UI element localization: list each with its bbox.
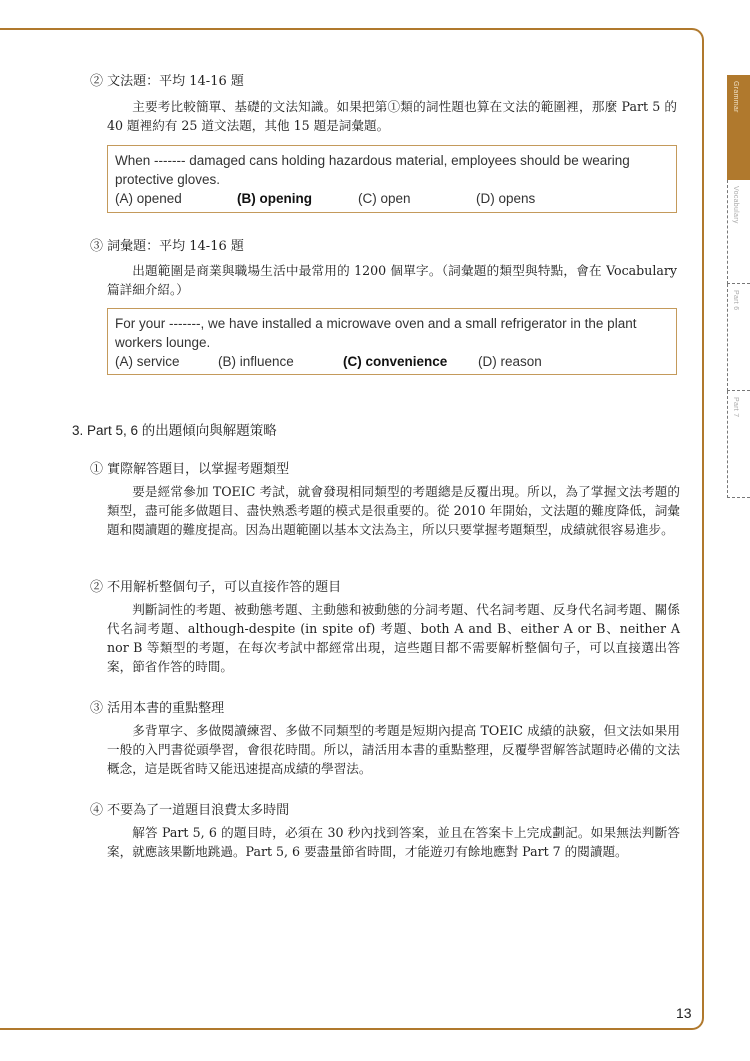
strategy1-body: 要是經常參加 TOEIC 考試，就會發現相同類型的考題總是反覆出現。所以，為了掌握文法考題的類型，盡可能多做題目、盡快熟悉考題的模式是很重要的。從 2010 年開始，文法題的難度降低，詞彙題和閱讀題的難度提高。因為出題範圍以基本文法為主，所以只要掌握考題類型，成績就很容易進步。	[107, 484, 680, 537]
option-a: (A) service	[115, 354, 180, 369]
vocab-example-box	[107, 308, 677, 375]
option-b: (B) influence	[218, 354, 294, 369]
option-d: (D) reason	[478, 354, 542, 369]
vocab-heading: ③ 詞彙題：平均 14-16 題	[90, 239, 244, 254]
strategy1-heading: ① 實際解答題目，以掌握考題類型	[90, 462, 290, 477]
side-tab-part7[interactable]	[727, 391, 750, 498]
side-tab-label: Grammar	[732, 81, 739, 113]
option-c: (C) open	[358, 191, 411, 206]
side-tabs	[727, 75, 750, 498]
example-options	[115, 352, 669, 371]
example-options	[115, 189, 669, 208]
side-tab-label: Part 7	[732, 397, 739, 418]
option-d: (D) opens	[476, 191, 536, 206]
side-tab-part6[interactable]	[727, 284, 750, 391]
strategy4-body: 解答 Part 5, 6 的題目時，必須在 30 秒內找到答案，並且在答案卡上完成劃記。如果無法判斷答案，就應該果斷地跳過。Part 5, 6 要盡量節省時間，才能遊刃有餘地應對 Part 7 的閱讀題。	[107, 825, 680, 859]
strategy4-heading: ④ 不要為了一道題目浪費太多時間	[90, 803, 290, 818]
strategy2-body: 判斷詞性的考題、被動態考題、主動態和被動態的分詞考題、代名詞考題、反身代名詞考題、關係代名詞考題、although-despite (in spite of) 考題、both A and B、either A or B、neither A nor B 等類型的考題，在每次考試中都經常出現，這些題目都不需要解析整個句子，可以直接選出答案，節省作答的時間。	[107, 602, 680, 674]
grammar-body: 主要考比較簡單、基礎的文法知識。如果把第①類的詞性題也算在文法的範圍裡，那麼 Part 5 的 40 題裡約有 25 道文法題，其他 15 題是詞彙題。	[107, 99, 677, 133]
section3-title: 3. Part 5, 6 的出題傾向與解題策略	[72, 423, 277, 438]
strategy3-body: 多背單字、多做閱讀練習、多做不同類型的考題是短期內提高 TOEIC 成績的訣竅，但文法如果用一般的入門書從頭學習，會很花時間。所以，請活用本書的重點整理，反覆學習解答試題時必備的文法概念，這是既省時又能迅速提高成績的學習法。	[107, 723, 680, 776]
example-question: For your -------, we have installed a microwave oven and a small refrigerator in the plant workers lounge.	[115, 316, 637, 350]
option-a: (A) opened	[115, 191, 182, 206]
page-number: 13	[676, 1005, 692, 1021]
side-tab-grammar[interactable]	[727, 75, 750, 180]
option-b-correct: (B) opening	[237, 191, 312, 206]
example-question: When ------- damaged cans holding hazardous material, employees should be wearing protective gloves.	[115, 153, 630, 187]
vocab-body: 出題範圍是商業與職場生活中最常用的 1200 個單字。（詞彙題的類型與特點，會在 Vocabulary 篇詳細介紹。）	[107, 263, 677, 297]
side-tab-label: Vocabulary	[732, 186, 739, 224]
side-tab-label: Part 6	[732, 290, 739, 311]
grammar-example-box	[107, 145, 677, 213]
side-tab-vocabulary[interactable]	[727, 180, 750, 284]
strategy3-heading: ③ 活用本書的重點整理	[90, 701, 225, 716]
strategy2-heading: ② 不用解析整個句子，可以直接作答的題目	[90, 580, 342, 595]
grammar-heading: ② 文法題：平均 14-16 題	[90, 74, 244, 89]
option-c-correct: (C) convenience	[343, 354, 448, 369]
